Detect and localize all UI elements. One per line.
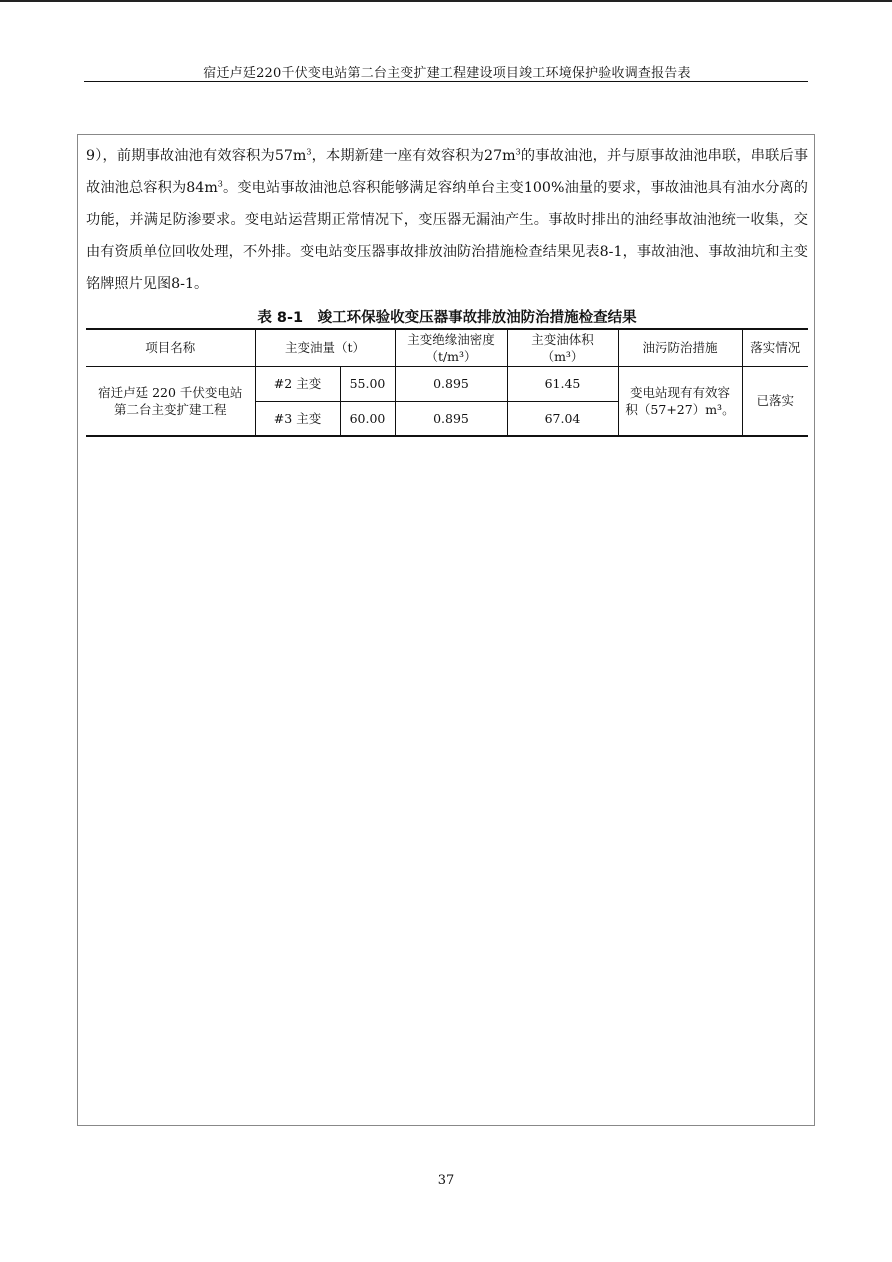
header-project-name: 项目名称	[86, 329, 255, 366]
report-header-title: 宿迁卢廷220千伏变电站第二台主变扩建工程建设项目竣工环境保护验收调查报告表	[203, 66, 691, 81]
body-paragraph	[86, 140, 808, 300]
header-implementation-status: 落实情况	[742, 329, 808, 366]
header-oil-volume-line1: 主变油体积	[531, 331, 594, 347]
implementation-status-cell: 已落实	[742, 366, 808, 436]
page-top-border	[0, 0, 892, 2]
transformer-cell: #3 主变	[255, 401, 340, 436]
header-oil-density-line1: 主变绝缘油密度	[407, 331, 495, 347]
measure-line2: 积（57+27）m³。	[625, 401, 735, 417]
header-oil-volume-line2: （m³）	[541, 348, 584, 364]
oil-amount-cell: 60.00	[340, 401, 395, 436]
project-name-line1: 宿迁卢廷 220 千伏变电站	[98, 384, 243, 400]
body-text-part-4: 。变电站事故油池总容积能够满足容纳单台主变100%油量的要求，事故油池具有油水分离的功能，并满足防渗要求。变电站运营期正常情况下，变压器无漏油产生。事故时排出的油经事故油池统一收集，交由有资质单位回收处理，不外排。变电站变压器事故排放油防治措施检查结果见表8-1，事故油池、事故油坑和主变铭牌照片见图8-1。	[86, 180, 808, 292]
superscript-1: 3	[306, 147, 312, 157]
table-row	[86, 366, 808, 401]
oil-amount-cell: 55.00	[340, 366, 395, 401]
header-oil-amount: 主变油量（t）	[255, 329, 395, 366]
project-name-cell	[86, 366, 255, 436]
oil-volume-cell: 61.45	[507, 366, 618, 401]
oil-density-cell: 0.895	[395, 366, 507, 401]
body-text-part-2: ，本期新建一座有效容积为27m	[311, 148, 516, 164]
oil-prevention-check-table	[86, 328, 808, 437]
header-oil-density	[395, 329, 507, 366]
header-oil-density-line2: （t/m³）	[425, 348, 477, 364]
table-header-row	[86, 329, 808, 366]
superscript-3: 3	[217, 179, 223, 189]
header-divider	[84, 81, 808, 82]
measure-line1: 变电站现有有效容	[629, 384, 730, 400]
prevention-measure-cell	[618, 366, 742, 436]
header-prevention-measure: 油污防治措施	[618, 329, 742, 366]
project-name-line2: 第二台主变扩建工程	[113, 401, 227, 417]
oil-volume-cell: 67.04	[507, 401, 618, 436]
superscript-2: 3	[515, 147, 521, 157]
oil-density-cell: 0.895	[395, 401, 507, 436]
transformer-cell: #2 主变	[255, 366, 340, 401]
table-caption: 表 8-1 竣工环保验收变压器事故排放油防治措施检查结果	[257, 310, 637, 326]
body-text-part-1: 9），前期事故油池有效容积为57m	[86, 148, 307, 164]
page-number: 37	[437, 1173, 455, 1188]
header-oil-volume	[507, 329, 618, 366]
body-text-part-3: 的事故油池，并与原事故油池串联，串联后事故油池总容积为84m	[86, 148, 809, 196]
